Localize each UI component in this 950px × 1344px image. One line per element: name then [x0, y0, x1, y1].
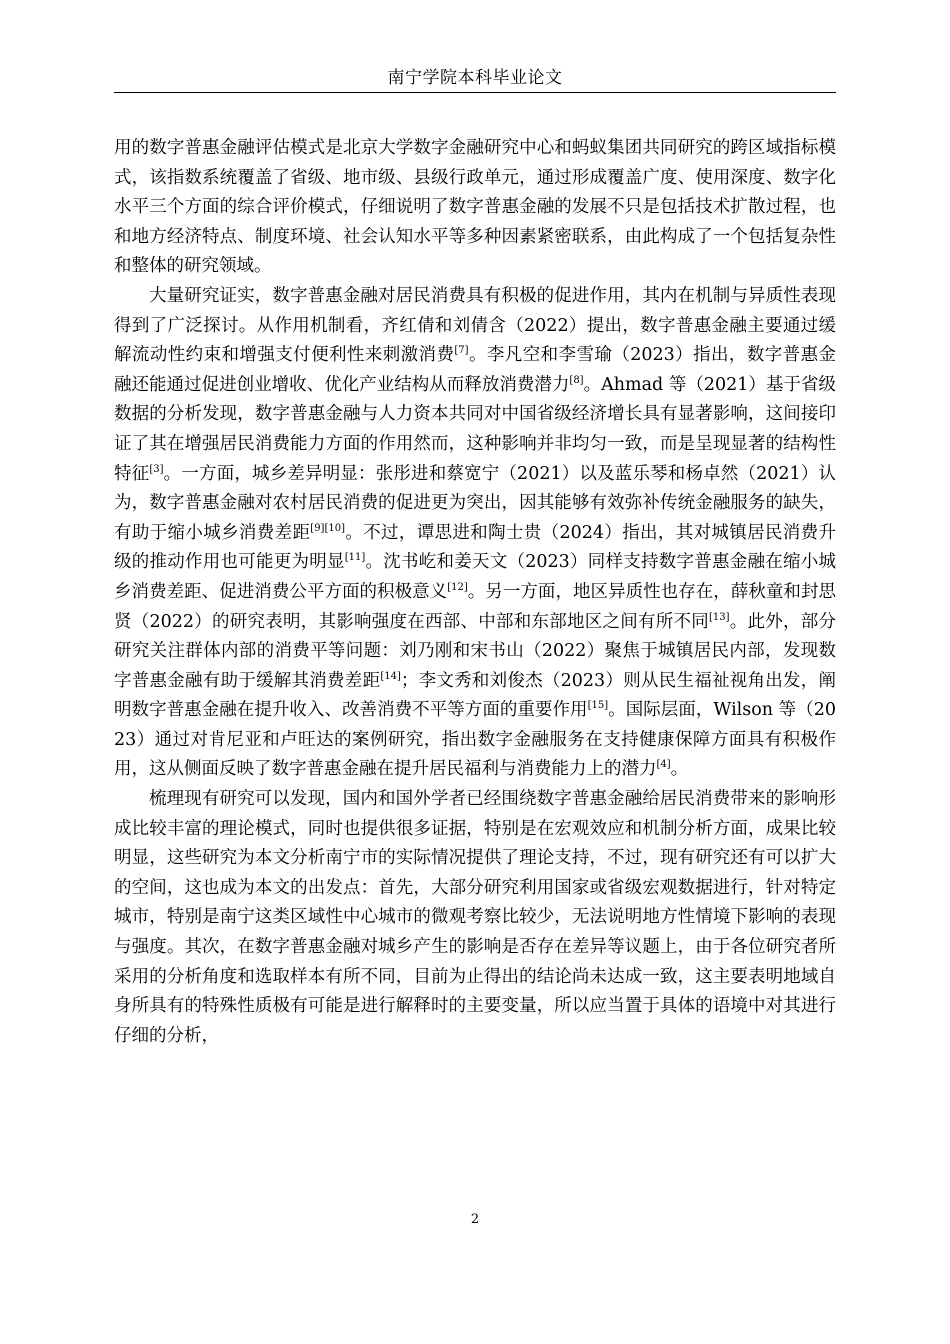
- citation-marker: [15]: [587, 700, 609, 712]
- citation-marker: [7]: [454, 345, 469, 357]
- text-run: 。此外，部分研究关注群体内部的消费平等问题：刘乃刚和宋书山（2022）聚焦于城镇居民内部，发现数字普惠金融有助于缓解其消费差距: [114, 611, 836, 691]
- paragraph-2: [114, 282, 836, 785]
- running-header: 南宁学院本科毕业论文: [387, 68, 563, 88]
- text-run: 。李凡空和李雪瑜（2023）指出，数字普惠金融还能通过促进创业增收、优化产业结构从而释放消费潜力: [114, 345, 836, 395]
- text-run: 大量研究证实，数字普惠金融对居民消费具有积极的促进作用，其内在机制与异质性表现得到了广泛探讨。从作用机制看，齐红倩和刘倩含（2022）提出，数字普惠金融主要通过缓解流动性约束和增强支付便利性来刺激消费: [114, 285, 836, 366]
- text-run: 。: [670, 759, 689, 780]
- citation-marker: [4]: [656, 759, 671, 771]
- text-run: 。国际层面，Wilson 等（2023）通过对肯尼亚和卢旺达的案例研究，指出数字金融服务在支持健康保障方面具有积极作用，这从侧面反映了数字普惠金融在提升居民福利与消费能力上的潜力: [114, 700, 836, 780]
- text-run: 。另一方面，地区异质性也存在，薛秋童和封思贤（2022）的研究表明，其影响强度在西部、中部和东部地区之间有所不同: [114, 581, 837, 632]
- paragraph-1: [114, 134, 836, 282]
- text-run: 用的数字普惠金融评估模式是北京大学数字金融研究中心和蚂蚁集团共同研究的跨区域指标模式，该指数系统覆盖了省级、地市级、县级行政单元，通过形成覆盖广度、使用深度、数字化水平三个方面的综合评价模式，仔细说明了数字普惠金融的发展不只是包括技术扩散过程，也和地方经济特点、制度环境、社会认知水平等多种因素紧密联系，由此构成了一个包括复杂性和整体的研究领域。: [114, 138, 836, 277]
- text-run: 梳理现有研究可以发现，国内和国外学者已经围绕数字普惠金融给居民消费带来的影响形成比较丰富的理论模式，同时也提供很多证据，特别是在宏观效应和机制分析方面，成果比较明显，这些研究为本文分析南宁市的实际情况提供了理论支持，不过，现有研究还有可以扩大的空间，这也成为本文的出发点：首先，大部分研究利用国家或省级宏观数据进行，针对特定城市，特别是南宁这类区域性中心城市的微观考察比较少，无法说明地方性情境下影响的表现与强度。其次，在数字普惠金融对城乡产生的影响是否存在差异等议题上，由于各位研究者所采用的分析角度和选取样本有所不同，目前为止得出的结论尚未达成一致，这主要表明地域自身所具有的特殊性质极有可能是进行解释时的主要变量，所以应当置于具体的语境中对其进行仔细的分析，: [114, 789, 836, 1046]
- body-text: [114, 134, 836, 1051]
- citation-marker: [14]: [380, 670, 401, 682]
- paragraph-3: [114, 785, 836, 1051]
- citation-marker: [11]: [344, 552, 366, 564]
- text-run: 。一方面，城乡差异明显：张彤进和蔡宽宁（2021）以及蓝乐琴和杨卓然（2021）认为，数字普惠金融对农村居民消费的促进更为突出，因其能够有效弥补传统金融服务的缺失，有助于缩小城乡消费差距: [114, 463, 836, 543]
- citation-marker: [12]: [447, 582, 468, 594]
- header-divider: [114, 92, 836, 93]
- citation-marker: [9][10]: [310, 522, 345, 534]
- text-run: 。Ahmad 等（2021）基于省级数据的分析发现，数字普惠金融与人力资本共同对中国省级经济增长具有显著影响，这间接印证了其在增强居民消费能力方面的作用然而，这种影响并非均匀一致，而是呈现显著的结构性特征: [114, 374, 836, 484]
- text-run: ；李文秀和刘俊杰（2023）则从民生福祉视角出发，阐明数字普惠金融在提升收入、改善消费不平等方面的重要作用: [114, 670, 836, 721]
- text-run: 。沈书屹和姜天文（2023）同样支持数字普惠金融在缩小城乡消费差距、促进消费公平方面的积极意义: [114, 552, 836, 602]
- citation-marker: [3]: [149, 463, 164, 475]
- page-number: 2: [470, 1212, 480, 1227]
- citation-marker: [8]: [569, 374, 584, 386]
- citation-marker: [13]: [708, 611, 730, 623]
- text-run: 。不过，谭思进和陶士贵（2024）指出，其对城镇居民消费升级的推动作用也可能更为明显: [114, 522, 836, 573]
